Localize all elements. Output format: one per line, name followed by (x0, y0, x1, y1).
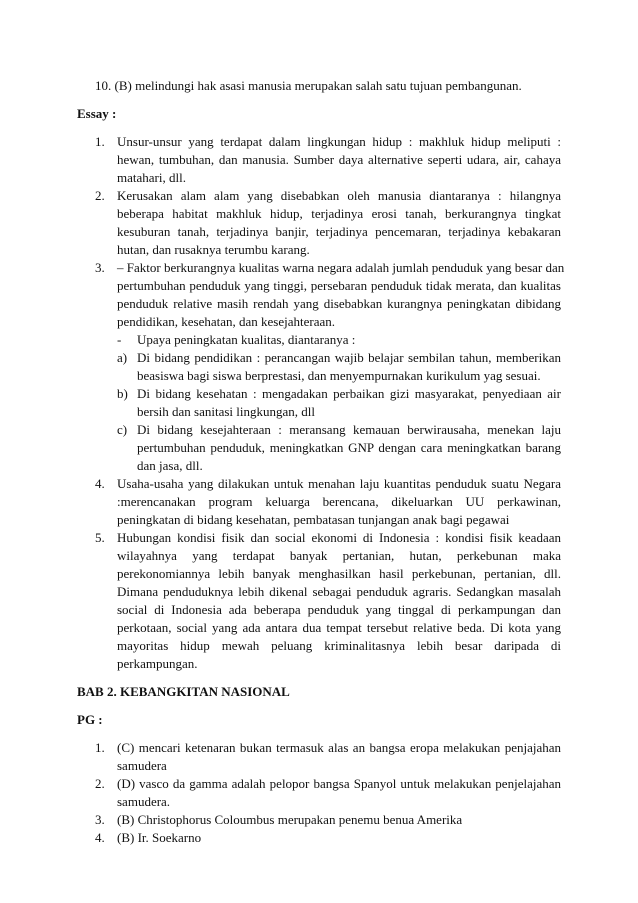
essay-5-line: social di Indonesia ada beberapa penduduk yang tinggal di perkampungan dan (117, 602, 561, 617)
pg-1-line: samudera (117, 758, 167, 773)
pg-3-number: 3. (95, 812, 105, 827)
dash-item-text: Upaya peningkatan kualitas, diantaranya : (137, 332, 356, 347)
sub-item-c-line: Di bidang kesejahteraan : meransang kemauan berwirausaha, menekan laju (137, 422, 561, 437)
pg-2-number: 2. (95, 776, 105, 791)
essay-3-number: 3. (95, 260, 105, 275)
essay-5-line: mayoritas hidup mewah peluang kriminalitasnya lebih besar daripada di (117, 638, 561, 653)
sub-item-c-line: pertumbuhan penduduk, meningkatkan GNP dengan cara meningkatkan barang (137, 440, 561, 455)
essay-4-line: Usaha-usaha yang dilakukan untuk menahan laju kuantitas penduduk suatu Negara (117, 476, 561, 491)
essay-1-line: matahari, dll. (117, 170, 186, 185)
essay-5-line: Dimana penduduknya lebih dikenal sebagai penduduk agraris. Sedangkan masalah (117, 584, 561, 599)
essay-heading: Essay : (77, 106, 117, 121)
essay-2-line: beberapa habitat makhluk hidup, terjadinya erosi tanah, berkurangnya tingkat (117, 206, 561, 221)
sub-item-b-line: Di bidang kesehatan : mengadakan perbaikan gizi masyarakat, penyediaan air (137, 386, 561, 401)
dash-bullet: - (117, 332, 122, 347)
sub-item-c-line: dan jasa, dll. (137, 458, 203, 473)
essay-4-number: 4. (95, 476, 105, 491)
pg-4-line: (B) Ir. Soekarno (117, 830, 202, 845)
pg-1-number: 1. (95, 740, 105, 755)
pg-2-line: samudera. (117, 794, 171, 809)
sub-item-b-line: bersih dan sanitasi lingkungan, dll (137, 404, 316, 419)
essay-1-number: 1. (95, 134, 105, 149)
sub-item-a-line: beasiswa bagi siswa berprestasi, dan menyempurnakan kurikulum yag sesuai. (137, 368, 541, 383)
essay-5-line: wilayahnya yang terdapat banyak pertanian, hutan, perkebunan maka (117, 548, 561, 563)
chapter-heading: BAB 2. KEBANGKITAN NASIONAL (77, 684, 290, 699)
essay-4-line: peningkatan di bidang kesehatan, pembatasan tunjangan anak bagi pegawai (117, 512, 510, 527)
pg-heading: PG : (77, 712, 103, 727)
sub-item-a-line: Di bidang pendidikan : perancangan wajib belajar sembilan tahun, memberikan (137, 350, 561, 365)
essay-4-line: :merencanakan program keluarga berencana, dikeluarkan UU perkawinan, (117, 494, 561, 509)
essay-5-line: Hubungan kondisi fisik dan social ekonomi di Indonesia : kondisi fisik keadaan (117, 530, 561, 545)
essay-2-number: 2. (95, 188, 105, 203)
pg-2-line: (D) vasco da gamma adalah pelopor bangsa Spanyol untuk melakukan penjelajahan (117, 776, 561, 791)
item-text: (B) melindungi hak asasi manusia merupakan salah satu tujuan pembangunan. (114, 78, 522, 93)
essay-3-line: – Faktor berkurangnya kualitas warna negara adalah jumlah penduduk yang besar dan (117, 260, 565, 275)
essay-5-line: perekonomiannya lebih banyak menghasilkan hasil perkebunan, pertanian, dll. (117, 566, 561, 581)
pg-4-number: 4. (95, 830, 105, 845)
sub-item-a-label: a) (117, 350, 128, 365)
essay-2-line: kesuburan tanah, terjadinya banjir, terjadinya pencemaran, terjadinya kebakaran (117, 224, 561, 239)
essay-1-line: hewan, tumbuhan, dan manusia. Sumber daya alternative seperti udara, air, cahaya (117, 152, 561, 167)
essay-2-line: hutan, dan rusaknya terumbu karang. (117, 242, 310, 257)
essay-5-line: perkampungan. (117, 656, 198, 671)
essay-5-number: 5. (95, 530, 105, 545)
pg-3-line: (B) Christophorus Coloumbus merupakan penemu benua Amerika (117, 812, 463, 827)
sub-item-b-label: b) (117, 386, 128, 401)
item-number: 10. (95, 78, 112, 93)
essay-3-line: pertumbuhan penduduk yang tinggi, persebaran penduduk tidak merata, dan kualitas (117, 278, 561, 293)
essay-2-line: Kerusakan alam alam yang disebabkan oleh manusia diantaranya : hilangnya (117, 188, 561, 203)
essay-1-line: Unsur-unsur yang terdapat dalam lingkungan hidup : makhluk hidup meliputi : (117, 134, 561, 149)
sub-item-c-label: c) (117, 422, 128, 437)
essay-5-line: perkotaan, social yang ada antara dua tempat tersebut relative beda. Di kota yang (117, 620, 561, 635)
pg-1-line: (C) mencari ketenaran bukan termasuk alas an bangsa eropa melakukan penjajahan (117, 740, 561, 755)
essay-3-line: pendidikan, kesehatan, dan kesejahteraan. (117, 314, 336, 329)
answer-item-10 (95, 77, 522, 95)
essay-3-line: penduduk relative masih rendah yang disebabkan kurangnya peningkatan dibidang (117, 296, 561, 311)
